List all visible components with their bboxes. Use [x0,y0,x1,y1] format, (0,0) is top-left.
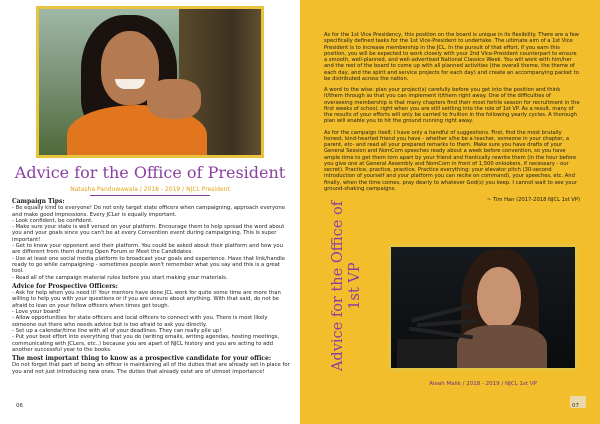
title-divider [90,195,210,196]
podium-shape [397,339,457,371]
president-title: Advice for the Office of President [14,163,286,182]
body-shape [457,325,547,371]
president-photo [36,6,264,158]
prospective-officers-heading: Advice for Prospective Officers: [12,282,118,290]
vp-paragraph-3: As for the campaign itself, I have only a handful of suggestions. First, find the most brutally honest, kind-hearted friend you have - whether s/he be a teacher, someone in your chapter, a parent, etc- and read all your prepared remarks to them. Make sure you have drafts of your General Session and NomCom speeches ready about a week before convention, so you have ample time to get them torn apart by your friend and frantically rewrite them (in the hour before you give one at General Assembly and NomCom in front of 1,500 onlookers, if necessary - our secret). Practice, practice, practice. Practice everything: your elevator pitch (30-second introduction of yourself and your platform you can recite on command), your speeches, etc. And finally, when the time comes, pray dearly to whatever God(s) you keep. I cannot wait to see your ground-shaking campaigns. [324,129,577,192]
campaign-tips-heading: Campaign Tips: [12,198,65,205]
important-text: Do not forget that part of being an officer is maintaining all of the duties that are already set in place for you and not just introducing new ones. The duties that already exist are of utmost importance! [12,362,290,375]
important-heading: The most important thing to know as a prospective candidate for your office: [12,355,272,363]
arm-shape [147,79,201,119]
vp-advice-text [324,32,580,208]
campaign-tips-text: - Be equally kind to everyone! Do not only target state officers when campaigning, approach everyone and make good impressions. Every JCLer is equally important. - Look confident, be confident. - Make sure your state is well versed on your platform. Encourage them to help spread the word about you and your goals since you can't be at every Convention event during campaigning. This is super important! - Get to know your opponent and their platform. You could be asked about their platform and how you are different from them during Open Forum or Meet the Candidates. - Use at least one social media platform to broadcast your goals and experience. Have that link/handle ready to go while campaigning - sometimes people won't remember what you say and this is a great tool. - Read all of the campaign material rules before you start making your materials. [12,205,286,281]
page-number-right: 07 [572,403,579,409]
president-caption: Natasha Panduwawala / 2018 - 2019 / NJCL President [70,186,230,193]
prospective-officers-text: - Ask for help when you need it! Your mentors have done JCL work for quite some time are more than willing to help you with your questions or if you are unsure about anything. With that said, do not be afraid to lean on your fellow officers when times get tough. - Love your board! - Allow opportunities for state officers and local officers to connect with you. There is most likely someone out there who needs advice but is too afraid to ask you directly. - Set up a calendar/time line with all of your deadlines. They can really pile up! - Put your best effort into everything that you do (writing emails, writing agendas, hosting meetings, communicating with JCLers, etc..) because you are apart of NJCL history and you are acting to add another successful year to the books. [12,290,281,353]
vp-caption: Aleah Malik / 2018 - 2019 / NJCL 1st VP [429,381,537,387]
face-shape [477,267,521,329]
advice-text-block [12,199,290,375]
vp-attribution: ~ Tim Han (2017-2018 NJCL 1st VP) [486,197,580,203]
vp-paragraph-2: A word to the wise: plan your project(s) carefully before you get into the position and think it/them through so that you can implement it/them right away. One of the difficulties of overseeing membership is that many chapters find their most fertile season for recruitment in the first weeks of school, right when you are still settling into the role of 1st VP. As a result, many of the results of your efforts will only be carried to fruition in the following yearly cycles. A thorough plan will enable you to hit the ground running right away. [324,87,580,125]
vp-title: Advice for the Office of 1st VP [330,200,363,372]
page-number-left: 06 [16,403,23,409]
vp-photo [388,244,578,371]
vp-paragraph-1: As for the 1st Vice Presidency, this position on the board is unique in its flexibility. There are a few specifically defined tasks for the 1st Vice-President to undertake. The ultimate aim of a 1st Vice President is to increase membership in the JCL. In the pursuit of that effort, if you earn this position, you will be expected to work closely with your 2nd Vice-President counterpart to ensure a smooth, well-planned, and well-advertised National Classics Week. You will work with him/her and the rest of the board to come up with all planned activities (the overall theme, the theme of each day, and the spirit and service projects for each day) and create an accompanying packet to be distributed across the nation. [324,32,579,82]
